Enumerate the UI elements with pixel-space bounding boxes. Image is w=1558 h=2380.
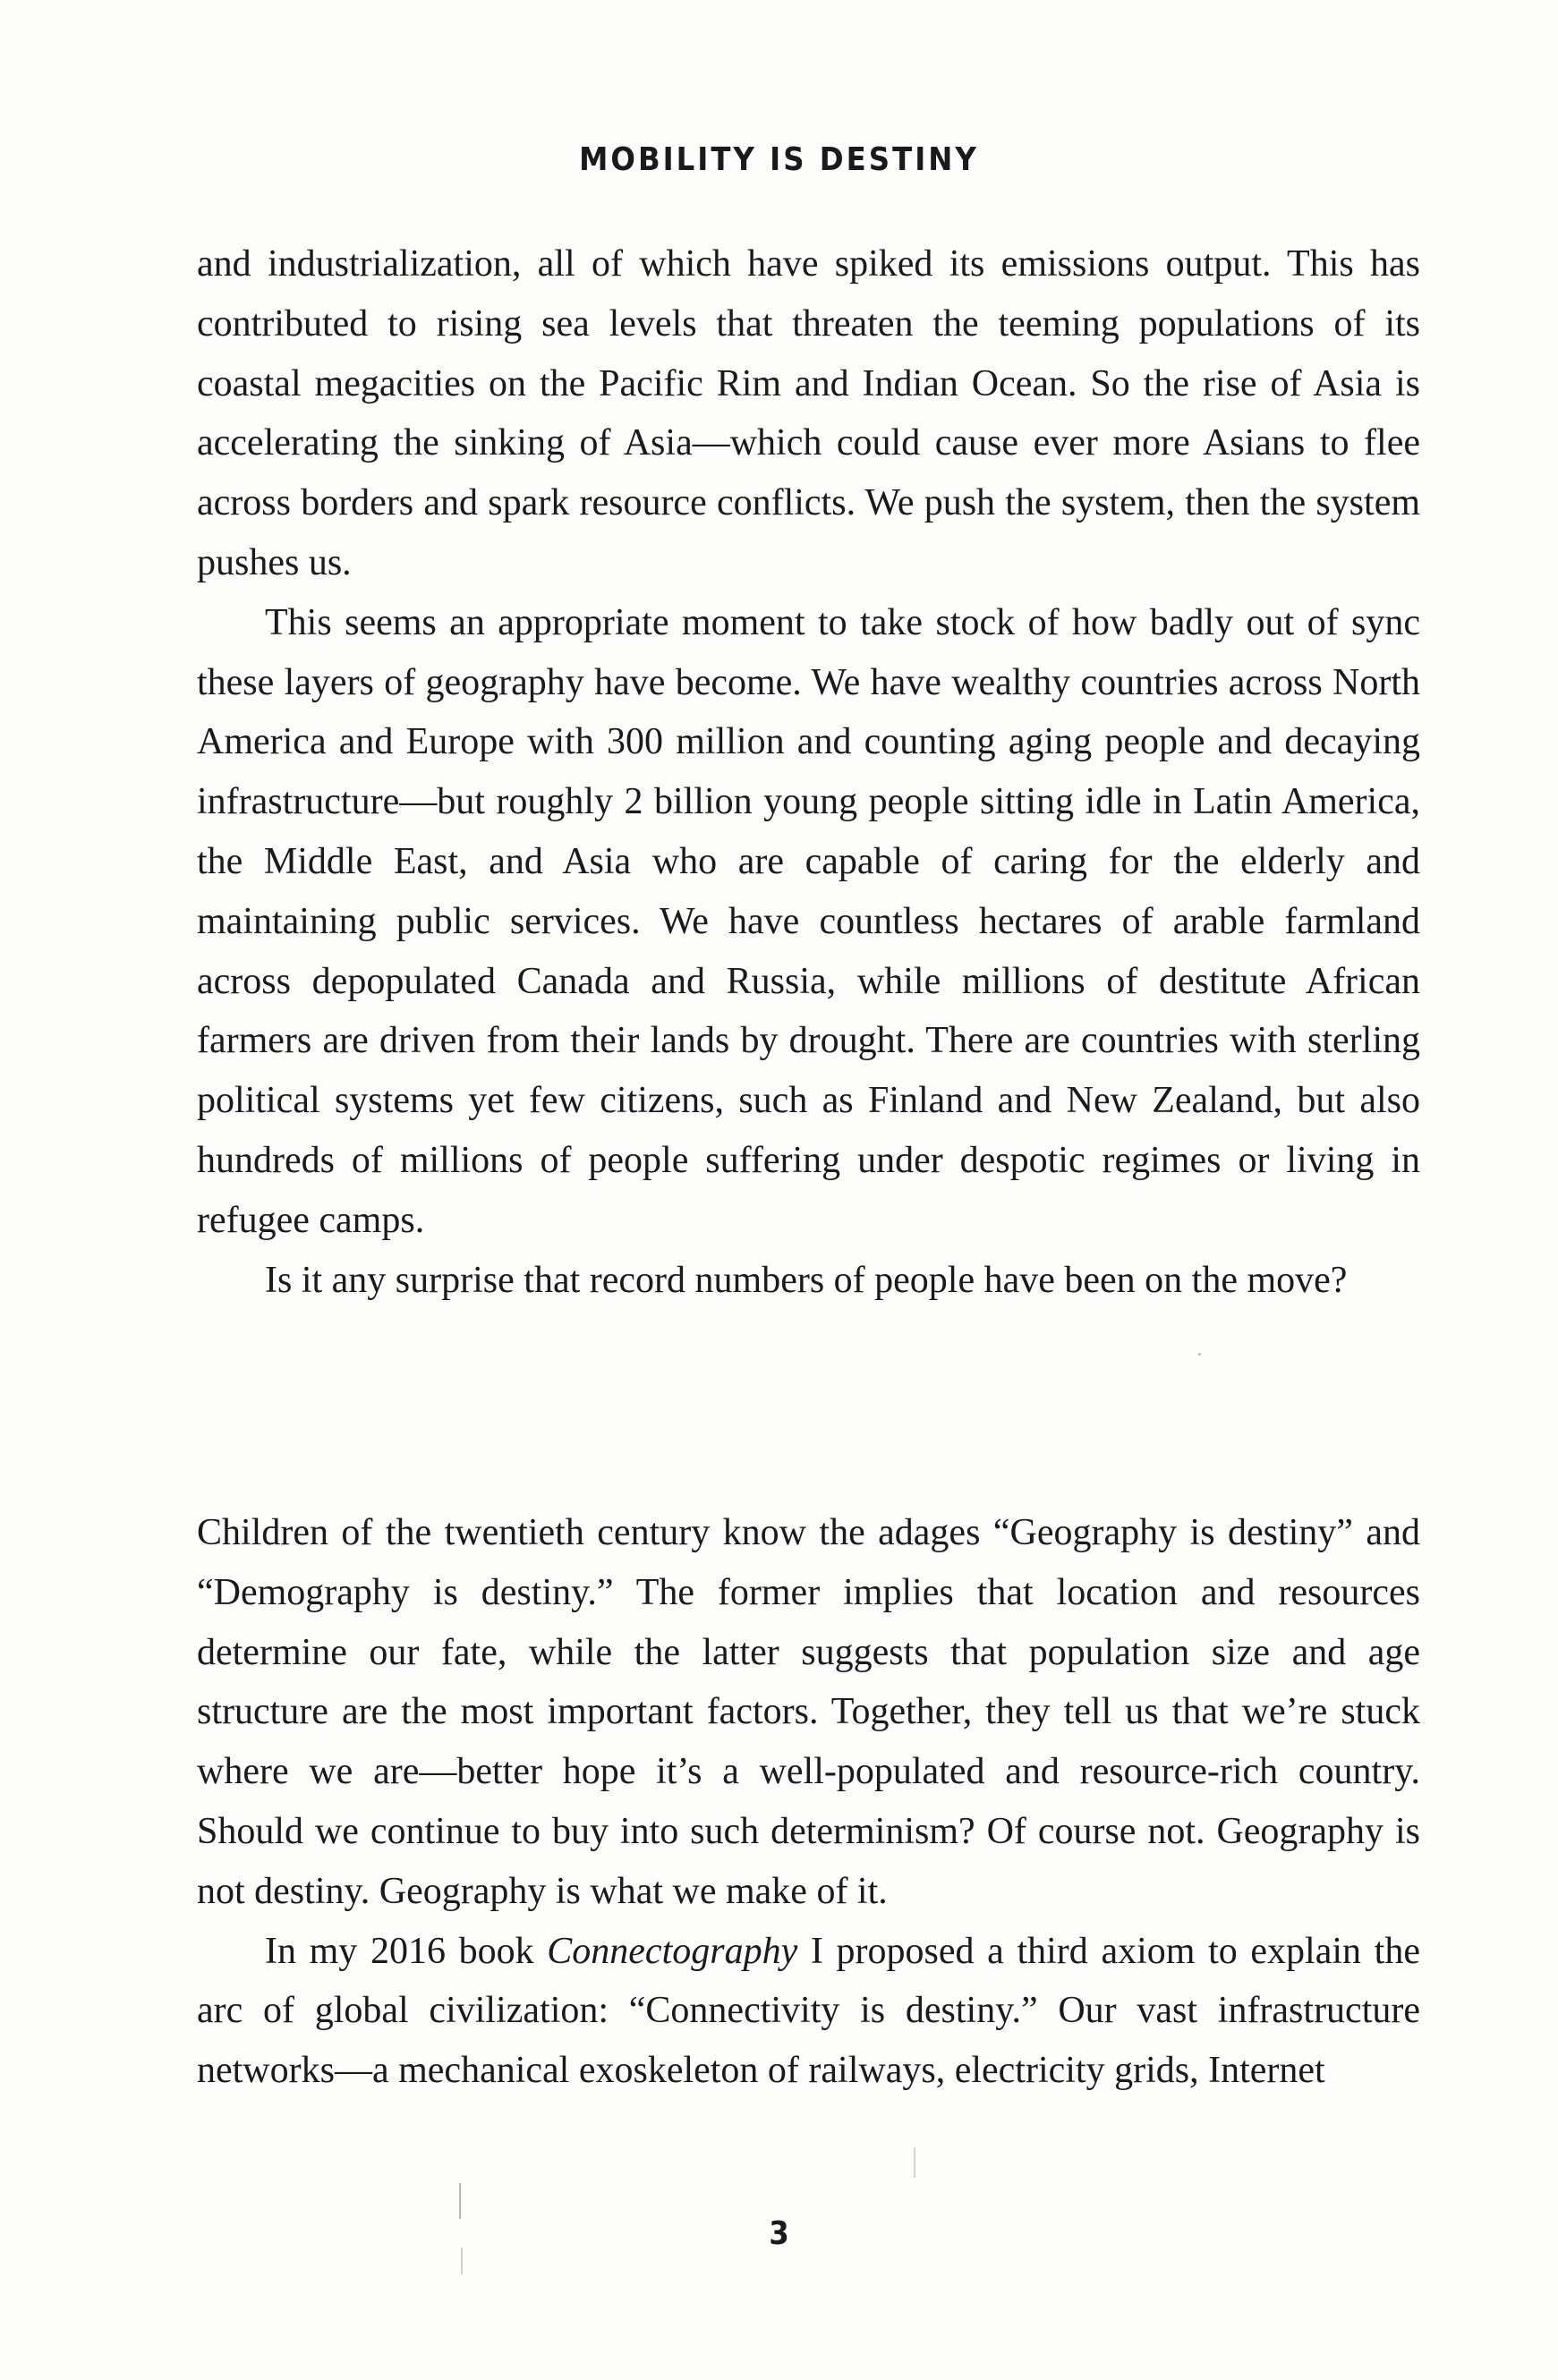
text-block-upper bbox=[197, 234, 1420, 1310]
paragraph-continuation: and industrialization, all of which have spiked its emissions output. This has contributed to rising sea levels that threaten the teeming populations of its coastal megacities on the Pacific Rim and Indian Ocean. So the rise of Asia is accelerating the sinking of Asia—which could cause ever more Asians to flee across borders and spark resource conflicts. We push the system, then the system pushes us. bbox=[197, 243, 1420, 583]
page-number: 3 bbox=[769, 2215, 789, 2252]
text-block-lower bbox=[197, 1503, 1420, 2101]
scan-mark bbox=[461, 2248, 463, 2274]
scan-mark bbox=[459, 2183, 461, 2219]
paragraph-sync-layers: This seems an appropriate moment to take stock of how badly out of sync these layers of geography have become. We have wealthy countries across North America and Europe with 300 million and counting aging people and decaying infrastructure—but roughly 2 billion young people sitting idle in Latin America, the Middle East, and Asia who are capable of caring for the elderly and maintaining public services. We have countless hectares of arable farmland across depopulated Canada and Russia, while millions of destitute African farmers are driven from their lands by drought. There are countries with sterling political systems yet few citizens, such as Finland and New Zealand, but also hundreds of millions of people suffering under despotic regimes or living in refugee camps. bbox=[197, 601, 1420, 1241]
paragraph-question: Is it any surprise that record numbers of people have been on the move? bbox=[265, 1259, 1348, 1301]
paragraph-text-after-title: I proposed a third axiom to explain the arc of global civilization: “Connectivity is destiny.” Our vast infrastructure networks—a mechanical exoskeleton of railways, electricity grids, Internet bbox=[197, 1930, 1420, 2092]
paragraph-section-opening: Children of the twentieth century know the adages “Geography is destiny” and “Demography is destiny.” The former implies that location and resources determine our fate, while the latter suggests that population size and age structure are the most important factors. Together, they tell us that we’re stuck where we are—better hope it’s a well-populated and resource-rich country. Should we continue to buy into such determinism? Of course not. Geography is not destiny. Geography is what we make of it. bbox=[197, 1512, 1420, 1912]
paragraph-text-before-title: In my 2016 book bbox=[265, 1930, 548, 1972]
scan-speck bbox=[1198, 1353, 1201, 1356]
paragraph-connectography bbox=[197, 1922, 1420, 2101]
scan-mark bbox=[914, 2147, 915, 2178]
running-head: MOBILITY IS DESTINY bbox=[579, 141, 979, 178]
book-title: Connectography bbox=[547, 1930, 798, 1972]
